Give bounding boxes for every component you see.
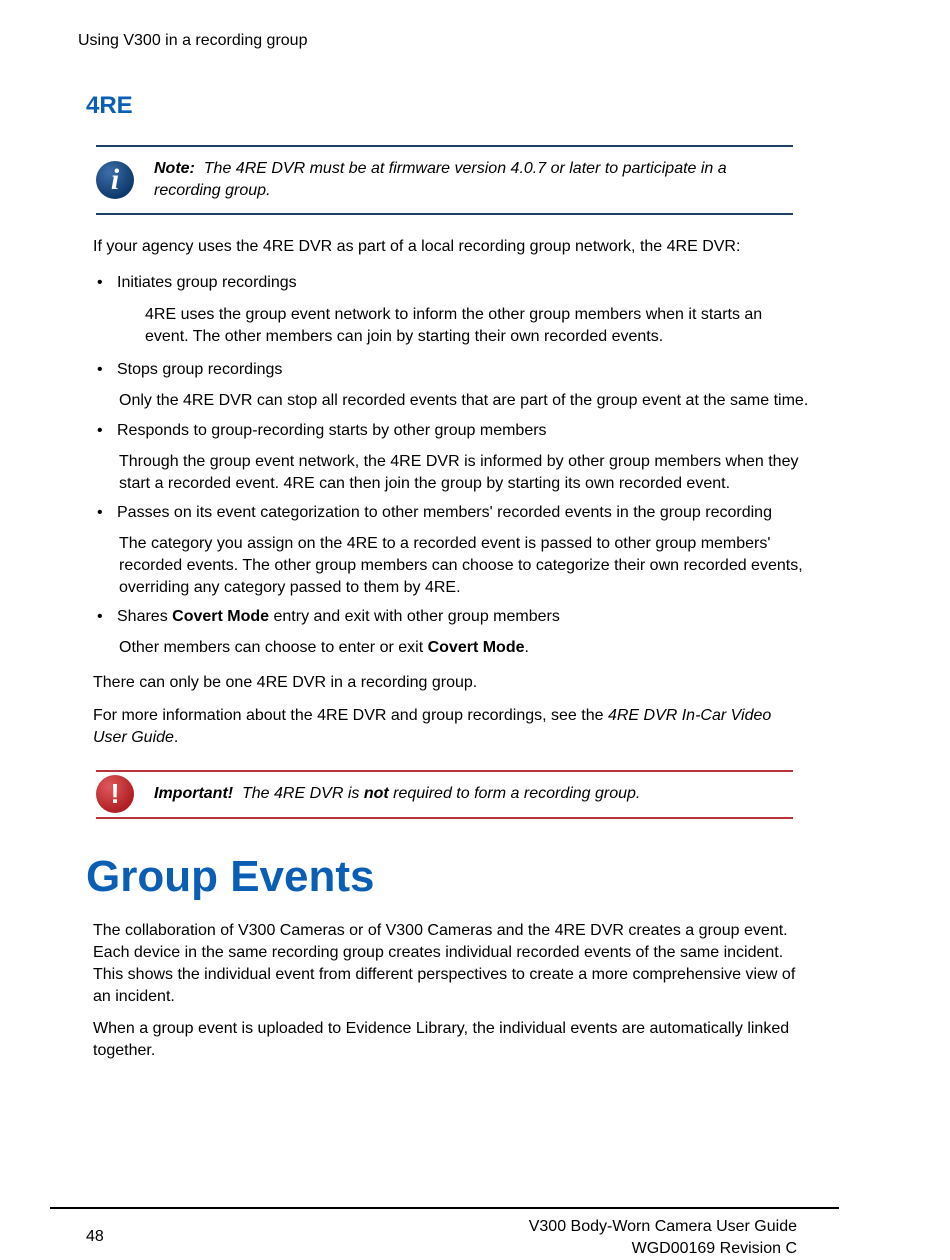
only-one-paragraph: There can only be one 4RE DVR in a recording group. — [93, 674, 478, 691]
covert-mode-term: Covert Mode — [172, 608, 270, 625]
document-id: WGD00169 Revision C — [631, 1240, 797, 1257]
note-text: The 4RE DVR must be at firmware version 4.0.7 or later to participate in a recording group. — [154, 160, 727, 199]
running-header: Using V300 in a recording group — [78, 32, 308, 49]
bullet-marker: • — [97, 422, 103, 439]
footer-rule — [50, 1207, 839, 1209]
intro-paragraph: If your agency uses the 4RE DVR as part of a local recording group network, the 4RE DVR: — [93, 238, 741, 255]
bullet-marker: • — [97, 608, 103, 625]
note-bottom-rule — [96, 213, 793, 215]
important-bottom-rule — [96, 817, 793, 819]
bullet-title-initiates: Initiates group recordings — [117, 274, 297, 291]
section-heading-group-events: Group Events — [86, 852, 375, 901]
guide-title: V300 Body-Worn Camera User Guide — [528, 1218, 797, 1235]
bullet-detail-initiates: 4RE uses the group event network to inform the other group members when it starts an event. The other members can join by starting their own recorded events. — [145, 306, 763, 345]
page-number: 48 — [86, 1228, 104, 1245]
important-callout-text: Important! The 4RE DVR is not required to form a recording group. — [154, 785, 641, 802]
covert-mode-term: Covert Mode — [427, 639, 525, 656]
bullet-marker: • — [97, 504, 103, 521]
note-top-rule — [96, 145, 793, 147]
bullet-title-stops: Stops group recordings — [117, 361, 283, 378]
group-events-paragraph-1: The collaboration of V300 Cameras or of V300 Cameras and the 4RE DVR creates a group event. Each device in the same recording group creates individual recorded events of the same incident. This shows the individual event from different perspectives to create a more comprehensive view of an incident. — [93, 922, 796, 1005]
important-top-rule — [96, 770, 793, 772]
bullet-marker: • — [97, 361, 103, 378]
bullet-detail-stops: Only the 4RE DVR can stop all recorded events that are part of the group event at the same time. — [119, 392, 809, 409]
more-info-paragraph: For more information about the 4RE DVR and group recordings, see the 4RE DVR In-Car Video User Guide. — [93, 707, 772, 746]
user-guide-reference: 4RE DVR In-Car Video User Guide — [93, 707, 772, 746]
bullet-detail-passes: The category you assign on the 4RE to a recorded event is passed to other group members' recorded events. The other group members can choose to categorize their own recorded events, overriding any category passed to them by 4RE. — [119, 535, 803, 596]
bullet-marker: • — [97, 274, 103, 291]
group-events-paragraph-2: When a group event is uploaded to Evidence Library, the individual events are automatically linked together. — [93, 1020, 790, 1059]
not-emphasis: not — [363, 785, 389, 802]
note-callout-text — [154, 158, 774, 202]
info-icon: i — [96, 161, 134, 199]
exclamation-icon: ! — [96, 775, 134, 813]
important-label: Important! — [154, 785, 234, 802]
bullet-title-passes: Passes on its event categorization to other members' recorded events in the group recording — [117, 504, 772, 521]
section-heading-4re: 4RE — [86, 92, 133, 119]
footer-document-info — [529, 1216, 797, 1260]
bullet-title-responds: Responds to group-recording starts by other group members — [117, 422, 547, 439]
bullet-title-shares: Shares Covert Mode entry and exit with other group members — [117, 608, 560, 625]
bullet-detail-shares: Other members can choose to enter or exit Covert Mode. — [119, 639, 529, 656]
bullet-detail-responds: Through the group event network, the 4RE DVR is informed by other group members when they start a recorded event. 4RE can then join the group by starting its own recorded event. — [119, 453, 799, 492]
note-label: Note: — [154, 160, 195, 177]
